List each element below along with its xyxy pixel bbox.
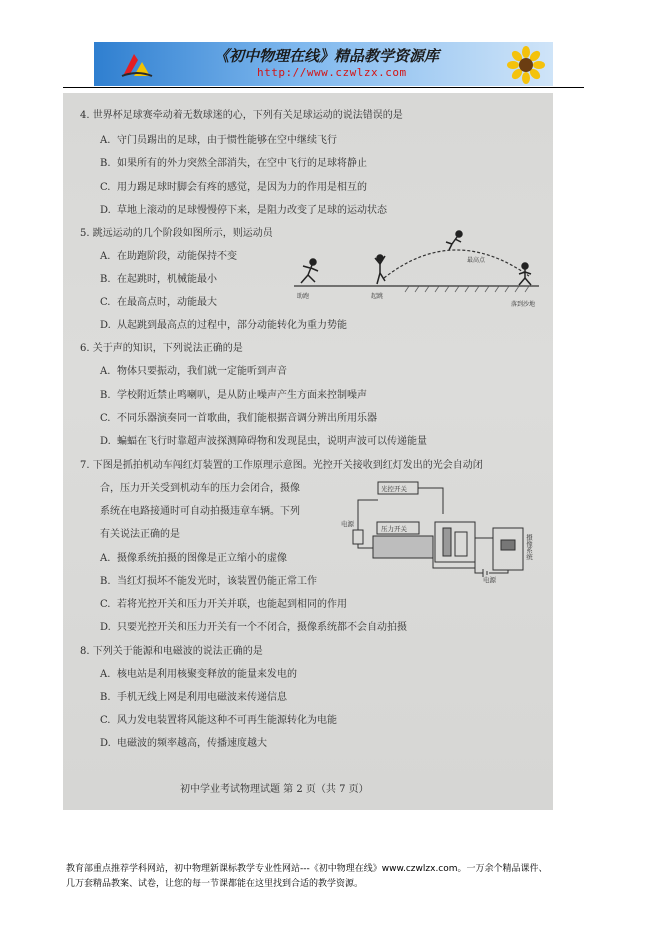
q5-stem: 5. 跳远运动的几个阶段如图所示，则运动员 [80, 228, 273, 239]
page-footer-line2: 几万套精品教案、试卷，让您的每一节课都能在这里找到合适的教学资源。 [66, 879, 364, 889]
q7-stem-line2: 合，压力开关受到机动车的压力会闭合，摄像 [100, 483, 300, 494]
runner-figure-icon [301, 259, 318, 283]
takeoff-figure-icon [375, 255, 385, 284]
q4-option-a: A. 守门员踢出的足球，由于惯性能够在空中继续飞行 [100, 135, 337, 146]
label-camera: 摄像系统 [525, 534, 533, 560]
peak-figure-icon [446, 231, 462, 250]
q6-option-b: B. 学校附近禁止鸣喇叭，是从防止噪声产生方面来控制噪声 [100, 390, 367, 401]
q7-option-b: B. 当红灯损坏不能发光时，该装置仍能正常工作 [100, 576, 317, 587]
q6-option-a: A. 物体只要振动，我们就一定能听到声音 [100, 366, 287, 377]
page-footer [66, 862, 606, 892]
header-banner [94, 42, 553, 86]
label-light-switch: 光控开关 [381, 485, 407, 493]
q8-option-b: B. 手机无线上网是利用电磁波来传递信息 [100, 692, 287, 703]
q4-option-b: B. 如果所有的外力突然全部消失，在空中飞行的足球将静止 [100, 158, 367, 169]
q5-option-a: A. 在助跑阶段，动能保持不变 [100, 251, 237, 262]
exam-page-photo [63, 93, 553, 810]
label-peak: 最高点 [467, 257, 486, 264]
q5-option-c: C. 在最高点时，动能最大 [100, 297, 217, 308]
q7-stem-line3: 系统在电路接通时可自动拍摄违章车辆。下列 [100, 506, 300, 517]
q4-option-d: D. 草地上滚动的足球慢慢停下来，是阻力改变了足球的运动状态 [100, 205, 387, 216]
page-footer-line1: 教育部重点推荐学科网站，初中物理新课标教学专业性网站---《初中物理在线》www.czwlzx.com。一万余个精品课件、 [66, 864, 548, 874]
label-power-bottom: 电源 [483, 576, 496, 583]
q8-stem: 8. 下列关于能源和电磁波的说法正确的是 [80, 646, 263, 657]
sunflower-icon [503, 46, 549, 84]
q8-option-d: D. 电磁波的频率越高，传播速度越大 [100, 738, 267, 749]
q6-option-c: C. 不同乐器演奏同一首歌曲，我们能根据音调分辨出所用乐器 [100, 413, 377, 424]
site-title: 《初中物理在线》精品教学资源库 [214, 47, 440, 65]
q7-stem-line1: 7. 下图是抓拍机动车闯红灯装置的工作原理示意图。光控开关接收到红灯发出的光会自动闭 [80, 460, 483, 471]
site-logo-icon [120, 50, 154, 80]
q7-option-a: A. 摄像系统拍摄的图像是正立缩小的虚像 [100, 553, 287, 564]
label-pressure-switch: 压力开关 [381, 525, 407, 533]
q5-option-b: B. 在起跳时，机械能最小 [100, 274, 217, 285]
q7-stem-line4: 有关说法正确的是 [100, 529, 180, 540]
header-rule [63, 87, 584, 88]
q7-option-c: C. 若将光控开关和压力开关并联，也能起到相同的作用 [100, 599, 347, 610]
q4-option-c: C. 用力踢足球时脚会有疼的感觉，是因为力的作用是相互的 [100, 182, 367, 193]
exam-page-footer: 初中学业考试物理试题 第 2 页（共 7 页） [180, 784, 369, 795]
q8-option-a: A. 核电站是利用核聚变释放的能量来发电的 [100, 669, 297, 680]
q7-option-d: D. 只要光控开关和压力开关有一个不闭合，摄像系统都不会自动拍摄 [100, 622, 407, 633]
label-land: 落到沙地 [511, 301, 536, 308]
q4-stem: 4. 世界杯足球赛牵动着无数球迷的心，下列有关足球运动的说法错误的是 [80, 110, 403, 121]
label-run: 助跑 [297, 293, 310, 300]
site-url[interactable]: http://www.czwlzx.com [257, 66, 407, 79]
q8-option-c: C. 风力发电装置将风能这种不可再生能源转化为电能 [100, 715, 337, 726]
long-jump-figure [289, 228, 544, 318]
label-power-left: 电源 [341, 520, 354, 528]
label-takeoff: 起跳 [371, 293, 384, 300]
q5-option-d: D. 从起跳到最高点的过程中，部分动能转化为重力势能 [100, 320, 347, 331]
q6-stem: 6. 关于声的知识，下列说法正确的是 [80, 343, 243, 354]
landing-figure-icon [519, 263, 531, 285]
red-light-camera-circuit-figure [333, 478, 553, 583]
q6-option-d: D. 蝙蝠在飞行时靠超声波探测障碍物和发现昆虫，说明声波可以传递能量 [100, 436, 427, 447]
